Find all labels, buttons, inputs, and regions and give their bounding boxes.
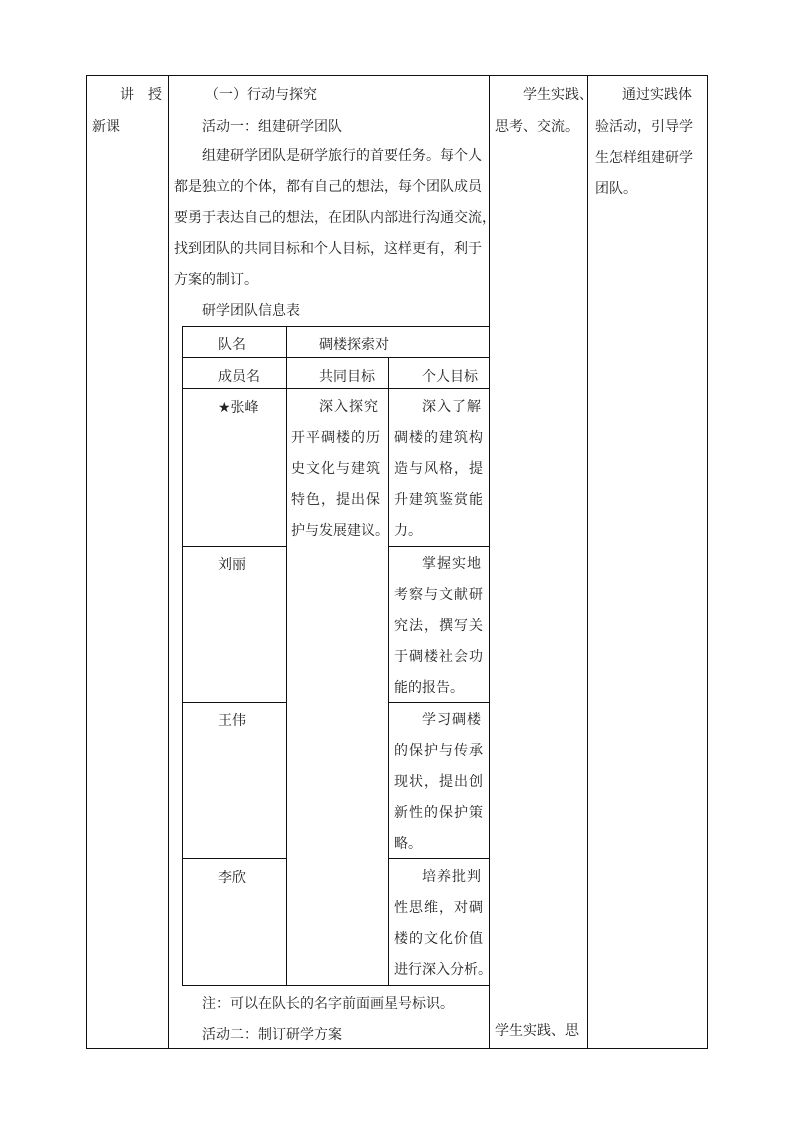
outer-top-border: [86, 75, 708, 76]
activity1-title: 活动一：组建研学团队: [202, 119, 342, 135]
team-name-label: 队名: [218, 337, 246, 353]
member-goal-line: 的保护与传承: [394, 743, 484, 759]
common-goal-line: 护与发展建议。: [291, 523, 389, 539]
member-goal-line: 造与风格，提: [394, 461, 484, 477]
inner-row-divider: [182, 388, 489, 389]
intent-line: 生怎样组建研学: [595, 150, 693, 166]
col-divider-1: [168, 75, 169, 1049]
member-goal-line: 能的报告。: [394, 680, 464, 696]
inner-row-divider-partial: [388, 858, 489, 859]
inner-row-divider-partial: [182, 702, 286, 703]
member-goal-line: 考察与文献研: [394, 587, 484, 603]
intro-line: 组建研学团队是研学旅行的首要任务。每个人: [202, 148, 482, 164]
intro-line: 方案的制订。: [174, 272, 258, 288]
member-goal-line: 学习碉楼: [422, 712, 482, 728]
table-note: 注：可以在队长的名字前面画星号标识。: [202, 996, 454, 1012]
member-goal-line: 新性的保护策: [394, 805, 484, 821]
outer-left-border: [86, 75, 87, 1049]
intro-line: 都是独立的个体，都有自己的想法，每个团队成员: [174, 179, 482, 195]
inner-row-divider-partial: [182, 546, 286, 547]
member-goal-line: 进行深入分析。: [394, 962, 492, 978]
intro-line: 找到团队的共同目标和个人目标，这样更有，利于: [174, 241, 482, 257]
team-name-value: 碉楼探索对: [319, 337, 389, 353]
outer-bottom-border: [86, 1048, 708, 1049]
member-name: ★张峰: [218, 400, 259, 416]
header-personal-goal: 个人目标: [422, 369, 478, 385]
left-label-line2: 新课: [92, 119, 120, 135]
inner-row-divider-partial: [388, 546, 489, 547]
common-goal-line: 深入探究: [319, 399, 379, 415]
member-goal-line: 楼的文化价值: [394, 931, 484, 947]
intro-line: 要勇于表达自己的想法，在团队内部进行沟通交流，: [174, 210, 496, 226]
student-activity-bottom: 学生实践、思: [495, 1023, 579, 1039]
header-common-goal: 共同目标: [319, 369, 375, 385]
member-goal-line: 培养批判: [422, 869, 482, 885]
member-goal-line: 升建筑鉴赏能: [394, 492, 484, 508]
member-goal-line: 掌握实地: [422, 556, 482, 572]
inner-col-divider: [388, 357, 389, 986]
member-goal-line: 碉楼的建筑构: [394, 430, 484, 446]
member-name: 李欣: [218, 870, 246, 886]
inner-row-divider: [182, 357, 489, 358]
section-title: （一）行动与探究: [205, 87, 317, 103]
member-name: 王伟: [218, 713, 246, 729]
common-goal-line: 特色，提出保: [291, 492, 381, 508]
member-goal-line: 性思维，对碉: [394, 900, 484, 916]
common-goal-line: 史文化与建筑: [291, 461, 381, 477]
inner-top-border: [182, 326, 489, 327]
member-goal-line: 究法，撰写关: [394, 618, 484, 634]
header-member-name: 成员名: [218, 369, 260, 385]
left-label-line1: 讲 授: [120, 87, 162, 103]
member-name: 刘丽: [218, 557, 246, 573]
member-goal-line: 力。: [394, 523, 422, 539]
intent-line: 团队。: [595, 181, 637, 197]
inner-bottom-border: [182, 985, 489, 986]
outer-right-border: [707, 75, 708, 1049]
col-divider-3: [587, 75, 588, 1049]
member-goal-line: 现状，提出创: [394, 774, 484, 790]
member-goal-line: 于碉楼社会功: [394, 649, 484, 665]
member-goal-line: 略。: [394, 836, 422, 852]
student-activity-line: 思考、交流。: [495, 119, 579, 135]
intent-line: 通过实践体: [622, 87, 692, 103]
inner-left-border: [182, 326, 183, 986]
inner-col-divider: [286, 326, 287, 986]
common-goal-line: 开平碉楼的历: [291, 430, 381, 446]
table-title: 研学团队信息表: [202, 303, 300, 319]
intent-line: 验活动，引导学: [595, 119, 693, 135]
member-goal-line: 深入了解: [422, 399, 482, 415]
student-activity-line: 学生实践、: [523, 87, 593, 103]
activity2-title: 活动二：制订研学方案: [202, 1027, 342, 1043]
inner-row-divider-partial: [388, 702, 489, 703]
inner-row-divider-partial: [182, 858, 286, 859]
